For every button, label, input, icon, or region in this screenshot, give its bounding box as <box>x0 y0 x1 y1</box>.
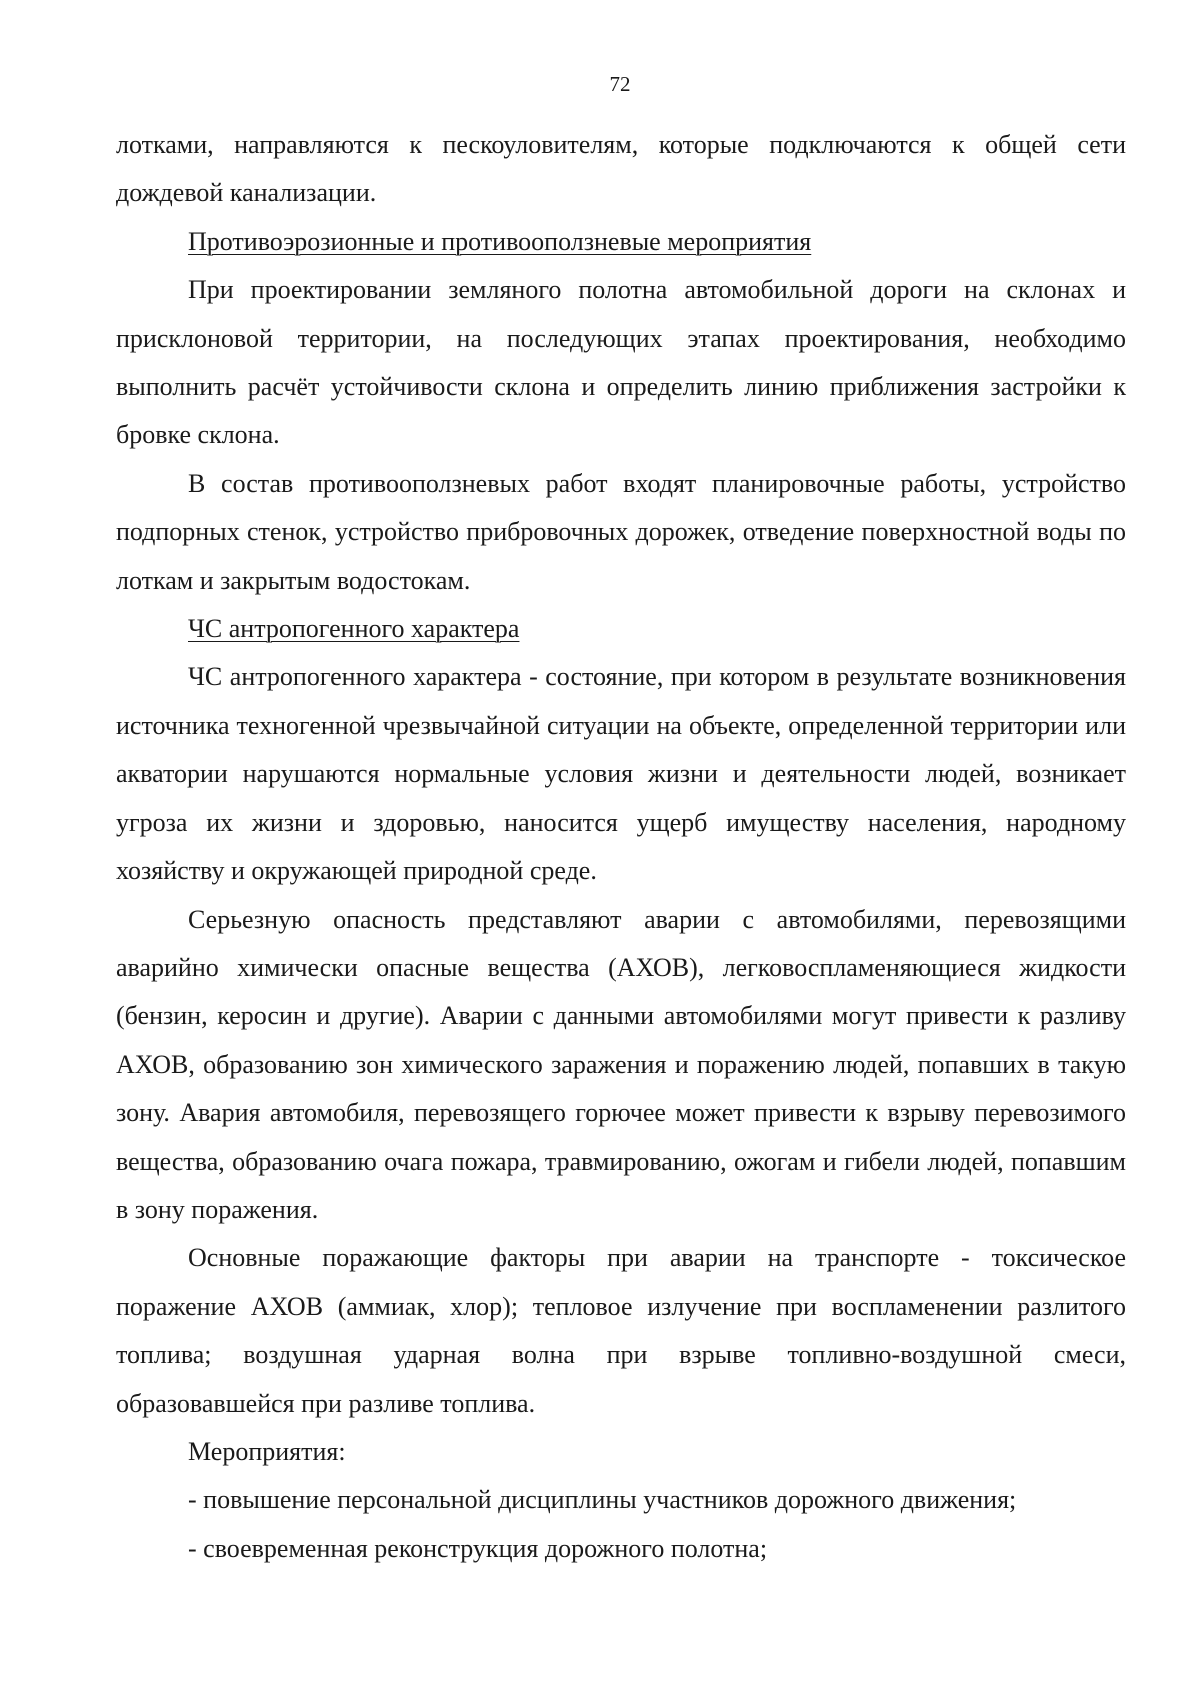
list-item: - своевременная реконструкция дорожного полотна; <box>188 1533 768 1563</box>
measures-label: Мероприятия: <box>188 1436 346 1466</box>
paragraph-landslide-works: В состав противооползневых работ входят планировочные работы, устройство подпорных стенок, устройство прибровочных дорожек, отведение поверхностной воды по лоткам и закрытым водостокам. <box>116 468 1126 595</box>
section-heading-anthropogenic-text: ЧС антропогенного характера <box>188 614 520 644</box>
list-item: - повышение персональной дисциплины участников дорожного движения; <box>188 1485 1017 1515</box>
paragraph-slope-design: При проектировании земляного полотна автомобильной дороги на склонах и присклоновой территории, на последующих этапах проектирования, необходимо выполнить расчёт устойчивости склона и определить линию приближения застройки к бровке склона. <box>116 275 1126 450</box>
paragraph-continuation: лотками, направляются к пескоуловителям, которые подключаются к общей сети дождевой канализации. <box>116 130 1126 208</box>
paragraph-hazards: Серьезную опасность представляют аварии с автомобилями, перевозящими аварийно химически опасные вещества (АХОВ), легковоспламеняющиеся жидкости (бензин, керосин и другие). Аварии с данными автомобилями могут привести к разливу АХОВ, образованию зон химического заражения и поражению людей, попавших в такую зону. Авария автомобиля, перевозящего горючее может привести к взрыву перевозимого вещества, образованию очага пожара, травмированию, ожогам и гибели людей, попавшим в зону поражения. <box>116 904 1126 1224</box>
paragraph-definition: ЧС антропогенного характера - состояние, при котором в результате возникновения источника техногенной чрезвычайной ситуации на объекте, определенной территории или акватории нарушаются нормальные условия жизни и деятельности людей, возникает угроза их жизни и здоровью, наносится ущерб имуществу населения, народному хозяйству и окружающей природной среде. <box>116 662 1126 886</box>
page-number: 72 <box>609 72 631 96</box>
paragraph-damage-factors: Основные поражающие факторы при аварии на транспорте - токсическое поражение АХОВ (аммиак, хлор); тепловое излучение при воспламенении разлитого топлива; воздушная ударная волна при взрыве топливно-воздушной смеси, образовавшейся при разливе топлива. <box>116 1243 1126 1418</box>
section-heading-erosion <box>116 218 1126 266</box>
page-body <box>116 121 1126 1573</box>
section-heading-anthropogenic <box>116 605 1126 653</box>
section-heading-erosion-text: Противоэрозионные и противооползневые мероприятия <box>188 226 812 256</box>
